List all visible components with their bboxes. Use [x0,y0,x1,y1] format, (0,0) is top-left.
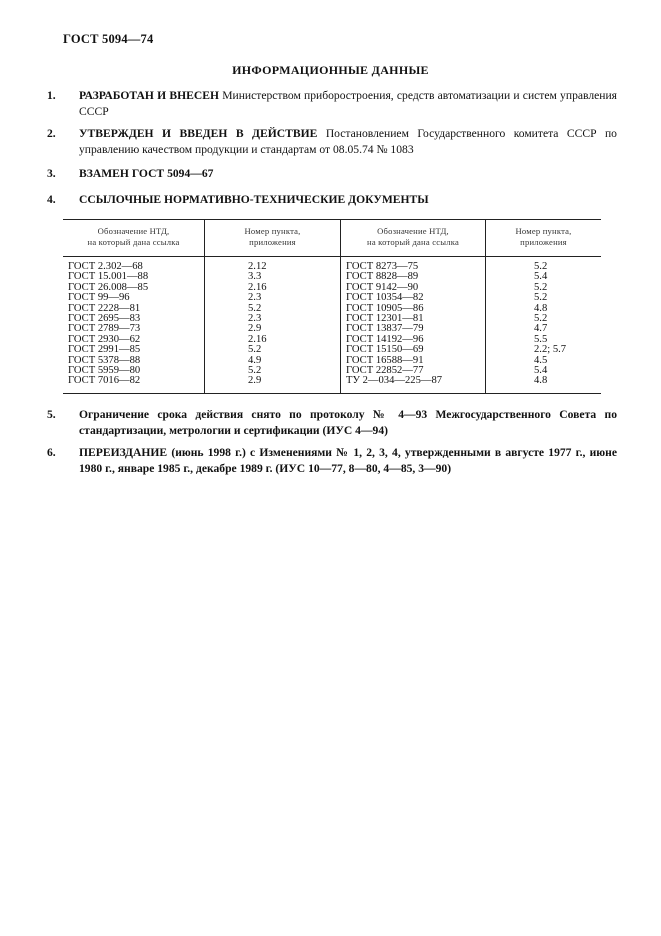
item-number: 1. [47,89,56,102]
table-cell-clause: 2.3 [248,312,262,324]
table-cell-clause: 4.9 [248,354,262,366]
table-cell-clause: 5.2 [534,261,548,272]
table-body-row [63,257,601,394]
table-cell-clause: 2.16 [248,333,267,345]
table-cell-clause: 4.8 [534,375,548,387]
column-header-clause: Номер пункта, приложения [205,220,341,257]
table-cell-clause: 2.9 [248,375,262,387]
table-cell-clause: 2.16 [248,281,267,293]
table-cell-document: ГОСТ 9142—90 [346,281,419,293]
table-cell-document: ГОСТ 5378—88 [68,354,141,366]
document-code: ГОСТ 5094—74 [63,32,154,46]
table-cell-document: ГОСТ 10905—86 [346,302,424,314]
item-number: 2. [47,127,56,140]
column-header-document: Обозначение НТД, на который дана ссылка [341,220,486,257]
table-cell-document: ГОСТ 5959—80 [68,364,141,376]
table-cell-document: ГОСТ 2.302—68 [68,261,143,272]
table-cell-clause: 5.4 [534,271,548,283]
table-cell-clause: 5.2 [534,292,548,304]
table-cell-document: ГОСТ 7016—82 [68,375,141,387]
table-cell-document: ГОСТ 2991—85 [68,344,141,356]
table-cell-document: ГОСТ 8273—75 [346,261,419,272]
table-cell-document: ГОСТ 14192—96 [346,333,424,345]
table-cell-clause: 2.9 [248,323,262,335]
item-number: 3. [47,167,56,180]
table-cell-document: ГОСТ 2789—73 [68,323,141,335]
table-cell-document: ГОСТ 12301—81 [346,312,424,324]
table-cell-clause: 5.2 [534,281,548,293]
table-header-row [63,220,601,257]
column-header-document: Обозначение НТД, на который дана ссылка [63,220,205,257]
item-heading: УТВЕРЖДЕН И ВВЕДЕН В ДЕЙСТВИЕ [79,127,318,140]
table-cell-clause: 5.2 [248,302,262,314]
item-number: 4. [47,193,56,206]
item-number: 6. [47,446,56,459]
info-item-references [47,192,617,208]
table-cell-clause: 2.3 [248,292,262,304]
table-cell-clause: 5.2 [248,344,262,356]
table-cell-clause: 5.4 [534,364,548,376]
item-text: Постановлением Государственного комитета СССР по управлению качеством продукции и стандартам от 08.05.74 № 1083 [79,127,617,156]
item-text: (июнь 1998 г.) с Изменениями № 1, 2, 3, 4, утвержденными в августе 1977 г., июне 1980 г., январе 1985 г., декабре 1989 г. (ИУС 10—77, 8—80, 4—85, 3—90) [79,446,617,475]
table-cell-document: ГОСТ 26.008—85 [68,281,149,293]
table-cell-document: ГОСТ 8828—89 [346,271,419,283]
item-number: 5. [47,408,56,421]
table-cell-clause: 2.12 [248,261,267,272]
table-cell-clause: 3.3 [248,271,262,283]
right-document-list [341,257,486,394]
item-heading: ВЗАМЕН ГОСТ 5094—67 [79,167,214,180]
column-header-clause: Номер пункта, приложения [486,220,602,257]
item-text: Ограничение срока действия снято по протоколу № 4—93 Межгосударственного Совета по стандартизации, метрологии и сертификации (ИУС 4—94) [79,408,617,437]
item-heading: ПЕРЕИЗДАНИЕ [79,446,168,459]
table-cell-document: ГОСТ 10354—82 [346,292,424,304]
info-item-replaces [47,166,617,182]
table-cell-document: ТУ 2—034—225—87 [346,375,443,387]
table-cell-clause: 5.2 [534,312,548,324]
info-item-validity [47,407,617,438]
table-cell-document: ГОСТ 2930—62 [68,333,141,345]
item-heading: ССЫЛОЧНЫЕ НОРМАТИВНО-ТЕХНИЧЕСКИЕ ДОКУМЕНТЫ [79,193,429,206]
info-item-reissue [47,445,617,476]
info-item-approved [47,126,617,157]
table-cell-document: ГОСТ 13837—79 [346,323,424,335]
table-cell-document: ГОСТ 2228—81 [68,302,141,314]
references-table [63,219,601,394]
item-text: Министерством приборостроения, средств автоматизации и систем управления СССР [79,89,617,118]
table-cell-document: ГОСТ 22852—77 [346,364,424,376]
left-document-list [63,257,205,394]
table-cell-document: ГОСТ 15150—69 [346,344,424,356]
table-cell-clause: 2.2; 5.7 [534,344,567,356]
right-clause-list [486,257,602,394]
table-cell-document: ГОСТ 15.001—88 [68,271,149,283]
left-clause-list [205,257,341,394]
table-cell-clause: 4.5 [534,354,548,366]
table-cell-clause: 5.5 [534,333,548,345]
table-cell-document: ГОСТ 2695—83 [68,312,141,324]
table-cell-clause: 4.8 [534,302,548,314]
table-cell-document: ГОСТ 99—96 [68,292,130,304]
info-item-developed [47,88,617,119]
table-cell-clause: 5.2 [248,364,262,376]
item-heading: РАЗРАБОТАН И ВНЕСЕН [79,89,219,102]
table-cell-document: ГОСТ 16588—91 [346,354,424,366]
table-cell-clause: 4.7 [534,323,548,335]
page-title: ИНФОРМАЦИОННЫЕ ДАННЫЕ [232,63,429,77]
